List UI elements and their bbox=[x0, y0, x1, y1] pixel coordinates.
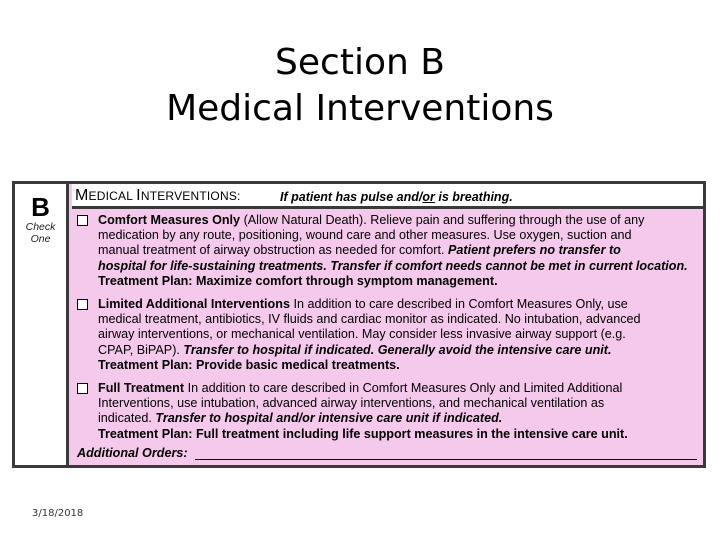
option-emphasis: Transfer to hospital if indicated. Generally avoid the intensive care unit. bbox=[183, 342, 612, 357]
option-title: Limited Additional Interventions bbox=[98, 297, 290, 311]
check-one-line2: One bbox=[30, 233, 51, 245]
header-title-mid: EDICAL bbox=[88, 189, 137, 203]
section-label-column bbox=[15, 184, 69, 465]
condition-or: or bbox=[422, 190, 435, 204]
section-header bbox=[72, 184, 703, 209]
option-emphasis: Patient prefers no transfer to bbox=[448, 243, 621, 258]
option-text-line: In addition to care described in Comfort Measures Only and Limited Additional bbox=[184, 381, 623, 395]
slide-title-line2: Medical Interventions bbox=[166, 88, 554, 129]
option-text-line: In addition to care described in Comfort Measures Only, use bbox=[289, 297, 628, 311]
form-body bbox=[72, 184, 703, 465]
checkbox-limited-interventions[interactable] bbox=[77, 299, 88, 310]
check-one-instruction bbox=[15, 221, 66, 245]
option-paren: (Allow Natural Death). bbox=[243, 213, 367, 227]
slide-title bbox=[0, 40, 720, 132]
option-text-line: Relieve pain and suffering through the use of any bbox=[366, 213, 645, 227]
option-full-treatment-text bbox=[98, 381, 700, 442]
header-title-m: M bbox=[75, 187, 89, 204]
section-header-condition bbox=[280, 190, 513, 205]
option-text-line: CPAP, BiPAP). bbox=[98, 342, 184, 357]
section-letter: B bbox=[31, 192, 50, 222]
section-header-title bbox=[75, 187, 241, 205]
treatment-plan: Treatment Plan: Full treatment including life support measures in the intensive care unit. bbox=[98, 426, 628, 441]
additional-orders-label: Additional Orders: bbox=[77, 446, 188, 460]
option-text-line: manual treatment of airway obstruction as needed for comfort. bbox=[98, 243, 448, 258]
option-text-line: medication by any route, positioning, wound care and other measures. Use oxygen, suction and bbox=[98, 228, 632, 243]
condition-post: is breathing. bbox=[434, 190, 513, 204]
slide-title-line1: Section B bbox=[275, 42, 445, 83]
slide-date: 3/18/2018 bbox=[32, 508, 84, 519]
header-title-i: I bbox=[136, 187, 141, 204]
treatment-plan: Treatment Plan: Provide basic medical treatments. bbox=[98, 357, 400, 372]
option-emphasis: Transfer to hospital and/or intensive care unit if indicated. bbox=[155, 411, 503, 426]
checkbox-comfort-measures[interactable] bbox=[77, 215, 88, 226]
option-text-line: indicated. bbox=[98, 411, 156, 426]
header-title-rest: NTERVENTIONS: bbox=[140, 189, 241, 203]
additional-orders bbox=[72, 444, 703, 463]
treatment-plan: Treatment Plan: Maximize comfort through symptom management. bbox=[98, 273, 498, 288]
condition-pre: If patient has pulse and/ bbox=[280, 190, 423, 204]
check-one-line1: Check bbox=[25, 221, 56, 233]
option-title: Full Treatment bbox=[98, 381, 185, 395]
additional-orders-input-line[interactable] bbox=[195, 459, 697, 460]
option-title: Comfort Measures Only bbox=[98, 213, 241, 227]
option-limited-interventions-text bbox=[98, 297, 700, 373]
option-text-line: medical treatment, antibiotics, IV fluids and cardiac monitor as indicated. No intubation, advanced bbox=[98, 312, 641, 327]
option-comfort-measures-text bbox=[98, 213, 700, 289]
option-emphasis: hospital for life-sustaining treatments. Transfer if comfort needs cannot be met in current location. bbox=[98, 258, 688, 273]
option-text-line: Interventions, use intubation, advanced airway interventions, and mechanical ventilation as bbox=[98, 396, 605, 411]
checkbox-full-treatment[interactable] bbox=[77, 383, 88, 394]
option-text-line: airway interventions, or mechanical ventilation. May consider less invasive airway support (e.g. bbox=[98, 327, 626, 342]
polst-section-b-form bbox=[12, 181, 706, 468]
